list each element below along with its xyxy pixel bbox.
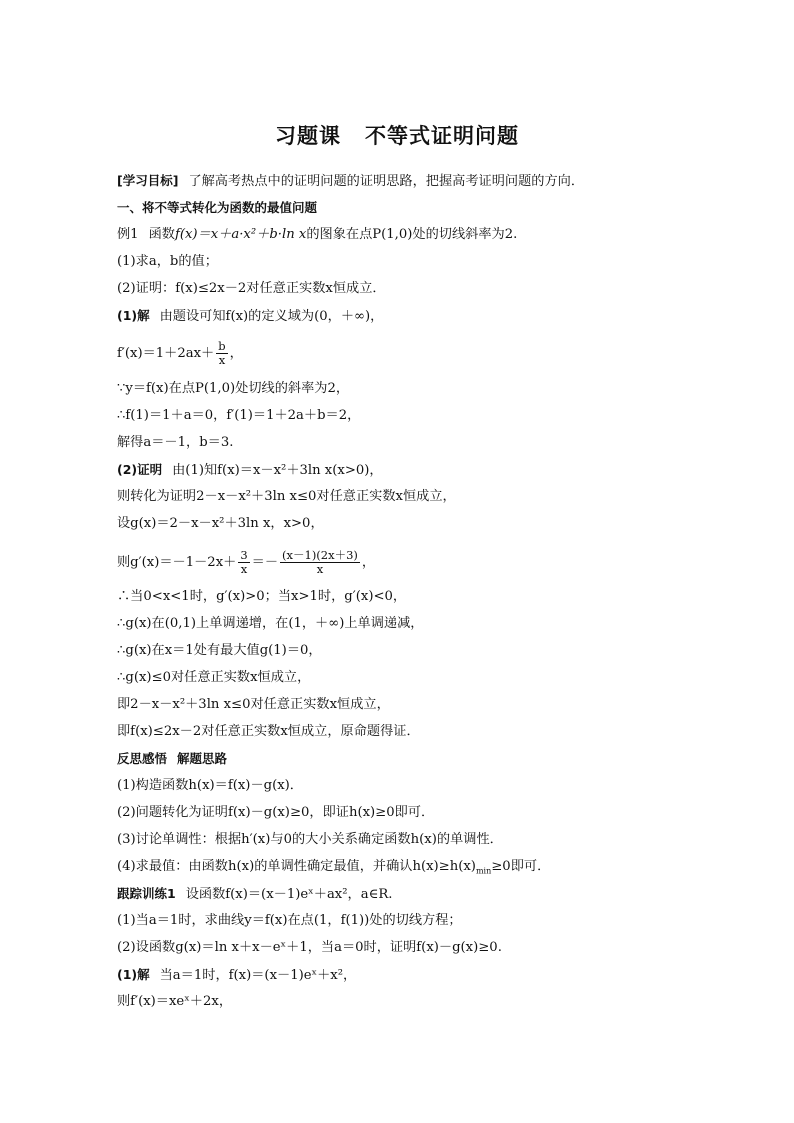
fraction xyxy=(216,340,227,367)
proof-label: (2)证明 xyxy=(117,462,163,477)
derivative-g-mid: ＝－ xyxy=(251,555,279,570)
tracking-solution xyxy=(117,966,356,985)
fraction-denominator: x xyxy=(316,562,324,576)
learning-goal xyxy=(117,172,584,191)
reflection-3: (3)讨论单调性：根据h′(x)与0的大小关系确定函数h(x)的单调性． xyxy=(117,832,503,847)
derivative-g-lhs: 则g′(x)＝－1－2x＋ xyxy=(117,555,237,570)
tracking-solution-label: (1)解 xyxy=(117,967,150,982)
page-title xyxy=(0,120,794,150)
solution-label: (1)解 xyxy=(117,308,150,323)
example-prefix: 函数 xyxy=(148,227,175,242)
fraction-numerator: 3 xyxy=(240,548,248,562)
derivative-g-tail: ， xyxy=(361,555,376,570)
example-label: 例1 xyxy=(117,227,139,242)
title-part1: 习题课 xyxy=(275,124,341,148)
tracking-label: 跟踪训练1 xyxy=(117,886,176,901)
fraction-numerator: b xyxy=(218,339,226,353)
line-solve: 解得a＝－1，b＝3. xyxy=(117,435,234,450)
proof-text: 由(1)知f(x)＝x－x²＋3ln x(x>0)， xyxy=(172,463,383,478)
line-since: ∵y＝f(x)在点P(1,0)处切线的斜率为2， xyxy=(117,381,350,396)
proof-2-intro xyxy=(117,461,383,480)
line-le0: ∴g(x)≤0对任意正实数x恒成立， xyxy=(117,670,311,685)
solution-text: 由题设可知f(x)的定义域为(0，＋∞)， xyxy=(159,309,384,324)
reflection-2: (2)问题转化为证明f(x)－g(x)≥0，即证h(x)≥0即可． xyxy=(117,805,435,820)
title-part2: 不等式证明问题 xyxy=(365,124,519,148)
learning-goal-label: [学习目标] xyxy=(117,173,179,188)
line-ie2: 即f(x)≤2x－2对任意正实数x恒成立，原命题得证． xyxy=(117,724,420,739)
fraction xyxy=(238,549,249,576)
fraction xyxy=(280,549,360,576)
fraction-denominator: x xyxy=(218,353,226,367)
section-heading: 一、将不等式转化为函数的最值问题 xyxy=(117,200,318,215)
derivative-f xyxy=(117,340,243,367)
example-suffix: 的图象在点P(1,0)处的切线斜率为2. xyxy=(306,227,518,242)
question-1: (1)求a，b的值； xyxy=(117,254,218,269)
line-therefore: ∴f(1)＝1＋a＝0，f′(1)＝1＋2a＋b＝2， xyxy=(117,408,361,423)
reflection-title: 解题思路 xyxy=(177,751,228,766)
derivative-tail: ， xyxy=(229,346,243,361)
tracking-q2: (2)设函数g(x)＝ln x＋x－eˣ＋1，当a＝0时，证明f(x)－g(x)≥0. xyxy=(117,940,502,955)
reflection-heading xyxy=(117,750,227,769)
reflection-4-text: (4)求最值：由函数h(x)的单调性确定最值，并确认h(x)≥h(x) xyxy=(117,859,476,874)
example-function: f(x)＝x＋a·x²＋b·ln x xyxy=(174,227,307,242)
reflection-4 xyxy=(117,858,550,881)
tracking-solution-text: 当a＝1时，f(x)＝(x－1)eˣ＋x²， xyxy=(159,968,357,983)
derivative-lhs: f′(x)＝1＋2ax＋ xyxy=(117,346,215,361)
tracking-derivative: 则f′(x)＝xeˣ＋2x， xyxy=(117,994,233,1009)
line-convert: 则转化为证明2－x－x²＋3ln x≤0对任意正实数x恒成立， xyxy=(117,489,456,504)
line-inc-dec: ∴g(x)在(0,1)上单调递增，在(1，＋∞)上单调递减， xyxy=(117,616,424,631)
reflection-label: 反思感悟 xyxy=(117,751,168,766)
reflection-1: (1)构造函数h(x)＝f(x)－g(x)． xyxy=(117,778,303,793)
solution-1-intro xyxy=(117,307,383,326)
line-ie1: 即2－x－x²＋3ln x≤0对任意正实数x恒成立， xyxy=(117,697,390,712)
question-2: (2)证明：f(x)≤2x－2对任意正实数x恒成立． xyxy=(117,281,386,296)
derivative-g xyxy=(117,549,375,576)
example-1 xyxy=(117,226,517,244)
tracking-exercise xyxy=(117,885,392,904)
line-monotonic: ∴当0<x<1时，g′(x)>0；当x>1时，g′(x)<0， xyxy=(117,589,407,604)
tracking-text: 设函数f(x)＝(x－1)eˣ＋ax²，a∈R. xyxy=(185,887,393,902)
reflection-4-tail: ≥0即可． xyxy=(491,859,551,874)
learning-goal-text: 了解高考热点中的证明问题的证明思路，把握高考证明问题的方向． xyxy=(188,174,585,189)
reflection-4-sub: min xyxy=(475,866,492,876)
line-set-g: 设g(x)＝2－x－x²＋3ln x，x>0， xyxy=(117,516,324,531)
fraction-numerator: (x－1)(2x＋3) xyxy=(282,548,358,562)
fraction-denominator: x xyxy=(240,562,248,576)
line-max: ∴g(x)在x＝1处有最大值g(1)＝0， xyxy=(117,643,322,658)
tracking-q1: (1)当a＝1时，求曲线y＝f(x)在点(1，f(1))处的切线方程； xyxy=(117,913,462,928)
